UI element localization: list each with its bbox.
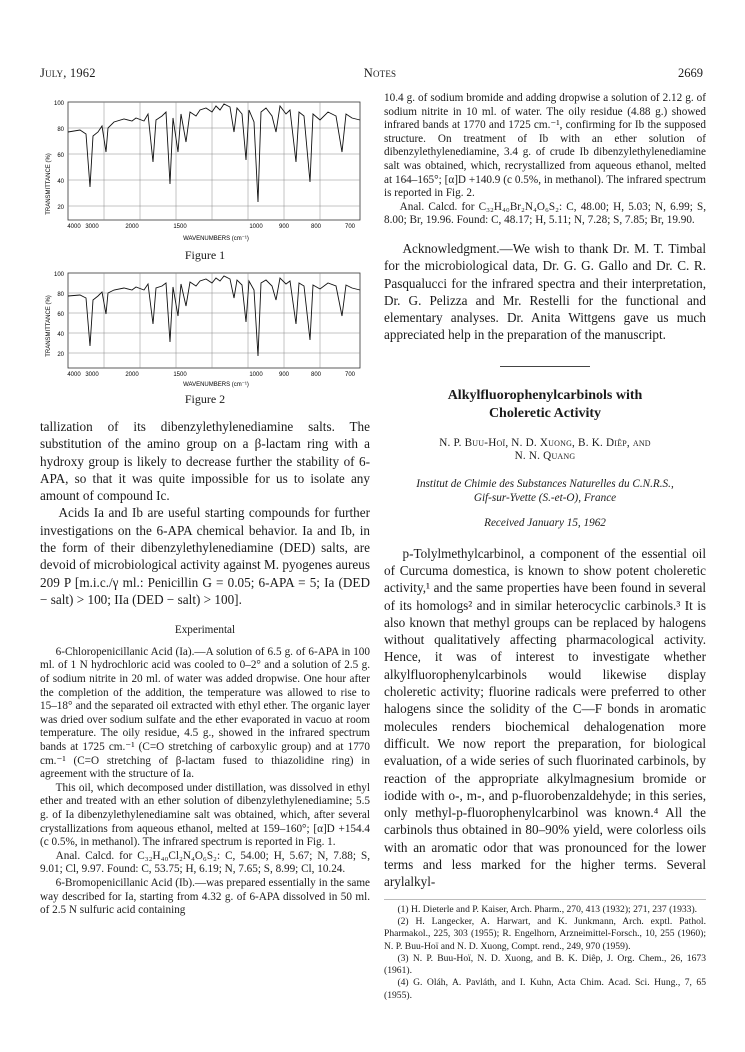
right-column [384, 92, 706, 1002]
reference: (2) H. Langecker, A. Harwart, and K. Junkmann, Arch. exptl. Pathol. Pharmakol., 225, 303 (1955); R. Engelhorn, Arzneimittel-Forsch., 10, 255 (1960); N. P. Buu-Hoï and N. D. Xuong, Compt. rend., 249, 970 (1959). [384, 915, 706, 952]
running-header-section: Notes [363, 66, 397, 80]
figure-2-xtick: 4000 [67, 372, 81, 378]
separator-rule [500, 366, 590, 367]
figure-1-ytick: 40 [57, 179, 64, 185]
running-header-date: July, 1962 [40, 66, 96, 80]
figure-1-xtick: 1000 [249, 224, 263, 230]
received-date: Received January 15, 1962 [484, 517, 606, 530]
figure-2-xtick: 3000 [85, 372, 99, 378]
figure-1-xtick: 900 [278, 224, 290, 230]
reference: (4) G. Oláh, A. Pavláth, and I. Kuhn, Acta Chim. Acad. Sci. Hung., 7, 65 (1955). [384, 977, 706, 1001]
figure-2-ytick: 100 [53, 272, 64, 278]
affiliation-line: Gif-sur-Yvette (S.-et-O), France [473, 491, 617, 504]
figure-1-ytick: 60 [57, 153, 64, 159]
figure-2-ytick: 20 [57, 352, 64, 358]
figure-1-xtick: 800 [310, 224, 322, 230]
figure-2-ytick: 80 [57, 292, 64, 298]
figure-2-ytick: 40 [57, 332, 64, 338]
figure-1-caption: Figure 1 [184, 248, 226, 262]
figure-1-ytick: 20 [57, 205, 64, 211]
figure-1-xtick: 700 [344, 224, 356, 230]
paragraph: 6-Chloropenicillanic Acid (Ia).—A solution of 6.5 g. of 6-APA in 100 ml. of 1 N hydrochloric acid was cooled to 0–2° and a solution of 2.5 g. of sodium nitrite in 20 ml. of water was added dropwise. One hour after the completion of the addition, the temperature was allowed to rise to 15–18° and the separated oil extracted with ethyl ether. The organic layer was dried over sodium sulfate and the ether evaporated in vacuo at room temperature. The oily residue, 4.5 g., showed in the infrared spectrum bands at 1725 cm.⁻¹ (C=O stretching of carboxylic group) and at 1770 cm.⁻¹ (C=O stretching of β-lactam fused to thiazolidine ring) in agreement with the structure of Ia. [40, 645, 370, 781]
figure-1-xtick: 2000 [125, 224, 139, 230]
paragraph: 10.4 g. of sodium bromide and adding dropwise a solution of 2.12 g. of sodium nitrite in 10 ml. of water. The oily residue (4.88 g.) showed infrared bands at 1770 and 1725 cm.⁻¹, confirming for Ib the supposed structure. On treatment of Ib with an ether solution of dibenzylethylenediamine, 3.4 g. of crude Ib dibenzylethylenediamine salt was obtained, which, recrystallized from aqueous ethanol, melted at 164–165°; [α]D +140.9 (c 0.5%, in methanol). The infrared spectrum is reported in Fig. 2. [384, 92, 706, 200]
figure-1-ylabel: TRANSMITTANCE (%) [46, 153, 52, 215]
figure-1-ytick: 80 [57, 127, 64, 133]
affiliation-line: Institut de Chimie des Substances Naturelles du C.N.R.S., [416, 477, 674, 490]
figure-2-xtick: 700 [344, 372, 356, 378]
figure-2-xtick: 800 [310, 372, 322, 378]
ir-spectrum-figure-2 [40, 268, 370, 388]
figure-1-ytick: 100 [53, 101, 64, 107]
paragraph: Anal. Calcd. for C₃₂H₄₀Br₂N₄O₆S₂: C, 48.00; H, 5.03; N, 6.99; S, 8.00; Br, 19.96. Found: C, 48.17; H, 5.11; N, 7.28; S, 7.85; Br, 19.90. [384, 200, 706, 227]
figure-1-xtick: 1500 [173, 224, 187, 230]
footnote-separator [384, 899, 706, 900]
figure-1-xtick: 3000 [85, 224, 99, 230]
left-column [40, 418, 370, 918]
reference: (3) N. P. Buu-Hoï, N. D. Xuong, and B. K. Diêp, J. Org. Chem., 26, 1673 (1961). [384, 952, 706, 977]
paragraph: tallization of its dibenzylethylenediamine salts. The substitution of the amino group on a β-lactam ring with a hydroxy group is likely to decrease further the stability of 6-APA, so that it was quite impossible for us to isolate any amount of compound Ic. [40, 419, 370, 504]
paragraph: This oil, which decomposed under distillation, was dissolved in ethyl ether and treated with an ether solution of dibenzylethylenediamine; 5.5 g. of Ia dibenzylethylenediamine salt was obtained, which, after several crystallizations from aqueous ethanol, melted at 159–160°; [α]D +154.4 (c 0.5%, in methanol). The infrared spectrum is reported in Fig. 1. [40, 781, 370, 849]
paragraph: 6-Bromopenicillanic Acid (Ib).—was prepared essentially in the same way described for Ia, starting from 4.32 g. of 6-APA dissolved in 50 ml. of 2.5 N sulfuric acid containing [40, 876, 370, 917]
article-body: p-Tolylmethylcarbinol, a component of the essential oil of Curcuma domestica, is known to show potent choleretic activity,¹ and the same properties have been found in several of its homologs² and in similar heterocyclic carbinols.³ It is also known that methyl groups can be replaced by halogens without qualitatively affecting pharmacological activity. Hence, it was of interest to investigate whether alkylfluorophenylcarbinols would likewise display choleretic activity; fluorine radicals were preferred to other halogens since the solidity of the C—F bonds in aromatic molecules renders biochemical dehalogenation more difficult. We now report the preparation, for biological evaluation, of a wide series of such fluorinated carbinols, by reaction of the appropriate alkylmagnesium bromide or iodide with o-, m-, and p-fluorobenzaldehyde; in this series, only methyl-p-fluorophenylcarbinol was known.⁴ All the carbinols thus obtained in 80–90% yield, were colorless oils with an aromatic odor that was pronounced for the lower terms and less marked for the higher terms. Several arylalkyl- [384, 545, 706, 890]
figure-2-xlabel: WAVENUMBERS (cm⁻¹) [183, 382, 249, 388]
page-number: 2669 [678, 66, 703, 80]
figure-2-ylabel: TRANSMITTANCE (%) [46, 295, 52, 357]
figure-2-xtick: 2000 [125, 372, 139, 378]
authors-line: N. P. Buu-Hoï, N. D. Xuong, B. K. Diêp, and [439, 436, 651, 449]
reference: (1) H. Dieterle and P. Kaiser, Arch. Pharm., 270, 413 (1932); 271, 237 (1933). [397, 903, 698, 915]
figure-2-caption: Figure 2 [184, 392, 226, 406]
figure-2-xtick: 1000 [249, 372, 263, 378]
figure-2-ytick: 60 [57, 312, 64, 318]
acknowledgment: Acknowledgment.—We wish to thank Dr. M. T. Timbal for the microbiological data, Dr. G. G. Gallo and Dr. C. R. Pasqualucci for the infrared spectra and their interpretation, Dr. G. Pelizza and Mr. Restelli for the functional and elementary analyses. Dr. Anita Wittgens gave us much appreciated help in the preparation of the manuscript. [384, 240, 706, 343]
figure-2-xtick: 1500 [173, 372, 187, 378]
authors-line: N. N. Quang [514, 450, 576, 463]
article-title: Alkylfluorophenylcarbinols with Choleretic Activity [447, 387, 643, 421]
paragraph: Acids Ia and Ib are useful starting compounds for further investigations on the 6-APA chemical behavior. Ia and Ib, in the form of their dibenzylethylenediamine (DED) salts, are devoid of microbiological activity against M. pyogenes aureus 209 P [m.i.c./γ ml.: Penicillin G = 0.05; 6-APA = 5; Ia (DED − salt) > 100; IIa (DED − salt) > 100]. [40, 505, 370, 607]
figure-1-xtick: 4000 [67, 224, 81, 230]
figure-2-xtick: 900 [278, 372, 290, 378]
figure-1-xlabel: WAVENUMBERS (cm⁻¹) [183, 236, 249, 242]
ir-spectrum-figure-1 [40, 92, 370, 244]
section-heading-experimental: Experimental [174, 624, 236, 637]
paragraph: Anal. Calcd. for C₃₂H₄₀Cl₂N₄O₆S₂: C, 54.00; H, 5.67; N, 7.88; S, 9.01; Cl, 9.97. Found: C, 53.75; H, 6.19; N, 7.65; S, 8.99; Cl, 10.24. [40, 849, 370, 876]
